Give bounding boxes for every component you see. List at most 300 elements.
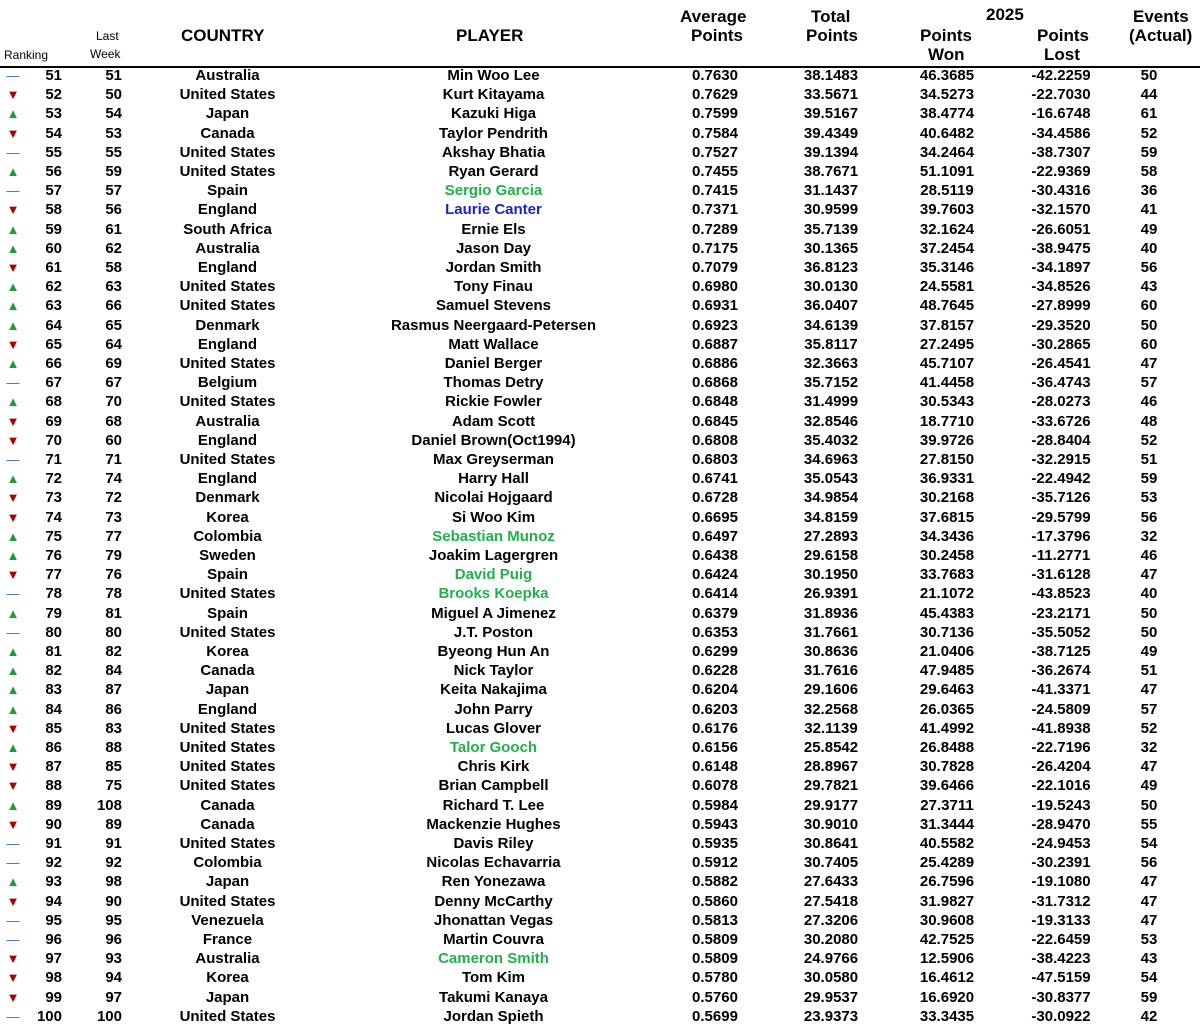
events-cell: 36 <box>1140 182 1158 200</box>
events-cell: 47 <box>1140 566 1158 584</box>
events-cell: 50 <box>1140 67 1158 84</box>
player-cell: Taylor Pendrith <box>439 124 548 142</box>
total-points-cell: 31.8936 <box>803 604 859 622</box>
player-cell: Miguel A Jimenez <box>431 604 556 622</box>
points-lost-cell: -26.6051 <box>1031 220 1091 238</box>
last-week-cell: 50 <box>105 86 122 104</box>
events-cell: 32 <box>1140 527 1158 545</box>
total-points-cell: 26.9391 <box>803 585 859 603</box>
total-points-cell: 36.0407 <box>803 297 859 315</box>
total-points-cell: 30.1365 <box>803 239 859 257</box>
last-week-cell: 57 <box>105 182 122 200</box>
points-lost-cell: -28.9470 <box>1031 815 1091 833</box>
player-cell: Jhonattan Vegas <box>433 911 554 929</box>
events-cell: 50 <box>1140 316 1158 334</box>
last-week-cell: 88 <box>105 739 122 756</box>
table-row <box>0 373 1200 392</box>
points-won-cell: 41.4992 <box>919 719 975 737</box>
down-arrow-icon: ▼ <box>6 202 20 218</box>
total-points-cell: 34.9854 <box>803 489 859 507</box>
events-cell: 44 <box>1140 86 1158 104</box>
total-points-cell: 34.6139 <box>803 316 859 334</box>
country-cell: Venezuela <box>191 911 264 929</box>
events-cell: 55 <box>1140 815 1158 833</box>
rank-cell: 60 <box>45 239 62 257</box>
last-week-cell: 79 <box>105 547 122 564</box>
rank-cell: 71 <box>45 451 62 468</box>
rank-cell: 89 <box>45 796 62 814</box>
average-points-cell: 0.7079 <box>692 259 738 276</box>
last-week-cell: 70 <box>105 393 122 411</box>
average-points-cell: 0.5860 <box>692 892 738 910</box>
rank-cell: 72 <box>45 470 62 488</box>
rank-cell: 65 <box>45 335 62 353</box>
down-arrow-icon: ▼ <box>6 260 20 275</box>
last-week-cell: 90 <box>105 892 122 910</box>
rank-cell: 90 <box>45 815 62 833</box>
events-cell: 57 <box>1140 374 1158 392</box>
no-change-dash-icon: — <box>6 375 20 391</box>
country-cell: United States <box>179 86 276 104</box>
last-week-cell: 77 <box>105 527 122 545</box>
average-points-cell: 0.7455 <box>692 163 738 180</box>
average-points-cell: 0.7415 <box>692 182 738 200</box>
average-points-cell: 0.7371 <box>692 201 738 219</box>
events-cell: 50 <box>1140 796 1158 814</box>
points-won-cell: 25.4289 <box>919 854 975 872</box>
events-cell: 56 <box>1140 508 1158 526</box>
rank-cell: 78 <box>45 585 62 603</box>
player-cell: Kazuki Higa <box>450 105 537 123</box>
last-week-cell: 95 <box>105 911 122 929</box>
no-change-dash-icon: — <box>6 452 20 467</box>
player-cell: Tom Kim <box>461 969 526 987</box>
country-cell: Canada <box>200 815 255 833</box>
up-arrow-icon: ▲ <box>6 106 20 122</box>
table-row <box>0 872 1200 891</box>
player-cell: Matt Wallace <box>448 335 539 353</box>
up-arrow-icon: ▲ <box>6 548 20 563</box>
points-lost-cell: -28.8404 <box>1031 431 1091 449</box>
points-won-cell: 48.7645 <box>919 297 975 315</box>
total-points-cell: 31.4999 <box>803 393 859 411</box>
average-points-cell: 0.6868 <box>692 374 738 392</box>
events-cell: 41 <box>1140 201 1158 219</box>
points-lost-cell: -22.6459 <box>1031 931 1091 948</box>
player-cell: Harry Hall <box>458 470 529 488</box>
player-cell: Thomas Detry <box>443 374 544 392</box>
country-cell: United States <box>179 163 276 180</box>
header-last-week-line1: Last <box>96 29 119 43</box>
events-cell: 57 <box>1140 700 1158 718</box>
table-row <box>0 853 1200 872</box>
points-lost-cell: -27.8999 <box>1031 297 1091 315</box>
last-week-cell: 86 <box>105 700 122 718</box>
country-cell: Canada <box>200 662 255 680</box>
rank-cell: 88 <box>45 777 62 795</box>
average-points-cell: 0.6204 <box>692 681 738 699</box>
points-won-cell: 42.7525 <box>919 931 975 948</box>
events-cell: 52 <box>1140 719 1158 737</box>
player-cell: Davis Riley <box>453 835 534 852</box>
player-cell: David Puig <box>454 566 533 584</box>
points-lost-cell: -26.4204 <box>1031 758 1091 776</box>
points-lost-cell: -43.8523 <box>1031 585 1091 603</box>
up-arrow-icon: ▲ <box>6 663 20 679</box>
header-lost-line2: Lost <box>1044 45 1080 64</box>
total-points-cell: 32.3663 <box>803 355 859 372</box>
total-points-cell: 28.8967 <box>803 758 859 776</box>
table-row <box>0 738 1200 757</box>
table-row <box>0 488 1200 507</box>
country-cell: United States <box>179 393 276 411</box>
up-arrow-icon: ▲ <box>6 740 20 755</box>
points-won-cell: 16.4612 <box>919 969 975 987</box>
points-lost-cell: -34.1897 <box>1031 259 1091 276</box>
player-cell: Nick Taylor <box>453 662 534 680</box>
points-lost-cell: -16.6748 <box>1031 105 1091 123</box>
last-week-cell: 82 <box>105 643 122 660</box>
table-row <box>0 968 1200 987</box>
no-change-dash-icon: — <box>6 1008 20 1024</box>
header-events-line1: Events <box>1133 7 1189 26</box>
down-arrow-icon: ▼ <box>6 759 20 775</box>
points-lost-cell: -38.9475 <box>1031 239 1091 257</box>
average-points-cell: 0.5809 <box>692 950 738 968</box>
table-row <box>0 277 1200 296</box>
table-row <box>0 776 1200 795</box>
no-change-dash-icon: — <box>6 183 20 199</box>
table-row <box>0 335 1200 354</box>
average-points-cell: 0.6695 <box>692 508 738 526</box>
rank-cell: 91 <box>45 835 62 852</box>
points-lost-cell: -38.7125 <box>1031 643 1091 660</box>
player-cell: Laurie Canter <box>445 201 542 219</box>
events-cell: 60 <box>1140 297 1158 315</box>
events-cell: 52 <box>1140 431 1158 449</box>
points-won-cell: 35.3146 <box>919 259 975 276</box>
player-cell: Kurt Kitayama <box>442 86 545 104</box>
rank-cell: 52 <box>45 86 62 104</box>
points-won-cell: 34.2464 <box>919 143 975 161</box>
table-row <box>0 661 1200 680</box>
events-cell: 56 <box>1140 259 1158 276</box>
table-row <box>0 546 1200 565</box>
points-lost-cell: -30.2391 <box>1031 854 1091 872</box>
total-points-cell: 34.8159 <box>803 508 859 526</box>
player-cell: Jordan Spieth <box>443 1007 544 1025</box>
table-row <box>0 143 1200 162</box>
country-cell: Japan <box>205 988 250 1006</box>
rank-cell: 81 <box>45 643 62 660</box>
up-arrow-icon: ▲ <box>6 298 20 314</box>
header-total-line2: Points <box>806 26 858 45</box>
points-lost-cell: -22.4942 <box>1031 470 1091 488</box>
player-cell: Joakim Lagergren <box>428 547 559 564</box>
down-arrow-icon: ▼ <box>6 778 20 794</box>
points-lost-cell: -36.2674 <box>1031 662 1091 680</box>
header-won-line1: Points <box>920 26 972 45</box>
points-lost-cell: -23.2171 <box>1031 604 1091 622</box>
average-points-cell: 0.5699 <box>692 1007 738 1025</box>
player-cell: Chris Kirk <box>457 758 530 776</box>
table-row <box>0 181 1200 200</box>
rank-cell: 94 <box>45 892 62 910</box>
points-won-cell: 18.7710 <box>919 412 975 430</box>
points-lost-cell: -24.9453 <box>1031 835 1091 852</box>
last-week-cell: 96 <box>105 931 122 948</box>
country-cell: England <box>197 335 258 353</box>
table-row <box>0 220 1200 239</box>
player-cell: Max Greyserman <box>433 451 554 468</box>
points-lost-cell: -22.9369 <box>1031 163 1091 180</box>
rank-cell: 79 <box>45 604 62 622</box>
points-won-cell: 39.9726 <box>919 431 975 449</box>
total-points-cell: 31.7616 <box>803 662 859 680</box>
rank-cell: 69 <box>45 412 62 430</box>
points-lost-cell: -47.5159 <box>1031 969 1091 987</box>
rank-cell: 93 <box>45 873 62 891</box>
points-lost-cell: -38.4223 <box>1031 950 1091 968</box>
points-lost-cell: -41.3371 <box>1031 681 1091 699</box>
last-week-cell: 74 <box>105 470 122 488</box>
rank-cell: 100 <box>36 1007 62 1025</box>
last-week-cell: 65 <box>105 316 122 334</box>
points-won-cell: 39.7603 <box>919 201 975 219</box>
up-arrow-icon: ▲ <box>6 471 20 487</box>
events-cell: 54 <box>1140 835 1158 852</box>
events-cell: 42 <box>1140 1007 1158 1025</box>
average-points-cell: 0.6414 <box>692 585 738 603</box>
country-cell: England <box>197 700 258 718</box>
last-week-cell: 76 <box>105 566 122 584</box>
player-cell: John Parry <box>454 700 533 718</box>
points-won-cell: 27.3711 <box>920 796 974 814</box>
last-week-cell: 56 <box>105 201 122 219</box>
points-won-cell: 26.0365 <box>919 700 975 718</box>
last-week-cell: 80 <box>105 623 122 641</box>
down-arrow-icon: ▼ <box>6 432 20 448</box>
country-cell: United States <box>179 777 276 795</box>
total-points-cell: 30.0130 <box>803 278 859 296</box>
points-lost-cell: -38.7307 <box>1031 143 1091 161</box>
points-lost-cell: -29.3520 <box>1031 316 1091 334</box>
rank-cell: 98 <box>45 969 62 987</box>
events-cell: 49 <box>1140 777 1158 795</box>
average-points-cell: 0.7527 <box>692 143 738 161</box>
total-points-cell: 38.1483 <box>803 67 859 84</box>
points-lost-cell: -31.6128 <box>1031 566 1091 584</box>
last-week-cell: 84 <box>105 662 122 680</box>
country-cell: United States <box>179 835 276 852</box>
events-cell: 32 <box>1140 739 1158 756</box>
up-arrow-icon: ▲ <box>6 394 20 410</box>
table-row <box>0 930 1200 949</box>
average-points-cell: 0.5760 <box>692 988 738 1006</box>
last-week-cell: 108 <box>96 796 122 814</box>
points-won-cell: 39.6466 <box>919 777 975 795</box>
table-row <box>0 392 1200 411</box>
average-points-cell: 0.5780 <box>692 969 738 987</box>
events-cell: 48 <box>1140 412 1158 430</box>
total-points-cell: 35.7139 <box>803 220 859 238</box>
rank-cell: 75 <box>45 527 62 545</box>
events-cell: 46 <box>1140 393 1158 411</box>
points-won-cell: 41.4458 <box>919 374 975 392</box>
last-week-cell: 72 <box>105 489 122 507</box>
total-points-cell: 29.6158 <box>803 547 859 564</box>
no-change-dash-icon: — <box>6 912 20 928</box>
last-week-cell: 91 <box>105 835 122 852</box>
average-points-cell: 0.6148 <box>692 758 738 776</box>
country-cell: South Africa <box>183 220 272 238</box>
down-arrow-icon: ▼ <box>6 893 20 909</box>
average-points-cell: 0.6497 <box>692 527 738 545</box>
country-cell: United States <box>179 451 276 468</box>
last-week-cell: 64 <box>105 335 122 353</box>
points-lost-cell: -30.4316 <box>1031 182 1091 200</box>
up-arrow-icon: ▲ <box>6 605 20 621</box>
last-week-cell: 69 <box>105 355 122 372</box>
country-cell: United States <box>179 623 276 641</box>
points-won-cell: 30.7136 <box>919 623 975 641</box>
country-cell: United States <box>179 143 276 161</box>
no-change-dash-icon: — <box>6 932 20 947</box>
events-cell: 43 <box>1140 278 1158 296</box>
last-week-cell: 75 <box>105 777 122 795</box>
last-week-cell: 71 <box>105 451 122 468</box>
events-cell: 60 <box>1140 335 1158 353</box>
average-points-cell: 0.7630 <box>692 67 738 84</box>
last-week-cell: 97 <box>105 988 122 1006</box>
player-cell: Daniel Brown(Oct1994) <box>411 431 576 449</box>
last-week-cell: 59 <box>105 163 122 180</box>
no-change-dash-icon: — <box>6 836 20 851</box>
total-points-cell: 31.7661 <box>803 623 859 641</box>
total-points-cell: 32.2568 <box>803 700 859 718</box>
rank-cell: 77 <box>45 566 62 584</box>
average-points-cell: 0.6379 <box>692 604 738 622</box>
rank-cell: 86 <box>45 739 62 756</box>
rank-cell: 61 <box>45 259 62 276</box>
player-cell: Cameron Smith <box>438 950 549 968</box>
points-won-cell: 29.6463 <box>919 681 975 699</box>
rank-cell: 68 <box>45 393 62 411</box>
events-cell: 53 <box>1140 489 1158 507</box>
last-week-cell: 89 <box>105 815 122 833</box>
rank-cell: 58 <box>45 201 62 219</box>
total-points-cell: 30.2080 <box>803 931 859 948</box>
events-cell: 58 <box>1140 163 1158 180</box>
points-lost-cell: -22.1016 <box>1031 777 1091 795</box>
average-points-cell: 0.6728 <box>692 489 738 507</box>
table-row <box>0 565 1200 584</box>
rank-cell: 85 <box>45 719 62 737</box>
points-won-cell: 46.3685 <box>919 67 975 84</box>
average-points-cell: 0.6848 <box>692 393 738 411</box>
points-lost-cell: -35.5052 <box>1031 623 1091 641</box>
table-row <box>0 162 1200 181</box>
rank-cell: 80 <box>45 623 62 641</box>
player-cell: Talor Gooch <box>449 739 538 756</box>
points-lost-cell: -29.5799 <box>1031 508 1091 526</box>
points-won-cell: 37.2454 <box>919 239 975 257</box>
table-row <box>0 604 1200 623</box>
average-points-cell: 0.5912 <box>692 854 738 872</box>
events-cell: 59 <box>1140 988 1158 1006</box>
total-points-cell: 27.2893 <box>803 527 859 545</box>
no-change-dash-icon: — <box>6 586 20 602</box>
table-row <box>0 584 1200 603</box>
average-points-cell: 0.6931 <box>692 297 738 315</box>
total-points-cell: 27.3206 <box>803 911 859 929</box>
events-cell: 43 <box>1140 950 1158 968</box>
points-won-cell: 47.9485 <box>919 662 975 680</box>
total-points-cell: 29.9537 <box>803 988 859 1006</box>
average-points-cell: 0.7629 <box>692 86 738 104</box>
table-row <box>0 719 1200 738</box>
table-row <box>0 431 1200 450</box>
rank-cell: 95 <box>45 911 62 929</box>
up-arrow-icon: ▲ <box>6 874 20 890</box>
country-cell: Japan <box>205 681 250 699</box>
points-won-cell: 21.0406 <box>919 643 975 660</box>
table-row <box>0 680 1200 699</box>
country-cell: Belgium <box>197 374 258 392</box>
events-cell: 53 <box>1140 931 1158 948</box>
country-cell: United States <box>179 739 276 756</box>
country-cell: Sweden <box>199 547 256 564</box>
up-arrow-icon: ▲ <box>6 356 20 371</box>
points-won-cell: 45.7107 <box>919 355 975 372</box>
events-cell: 51 <box>1140 451 1158 468</box>
points-won-cell: 32.1624 <box>919 220 975 238</box>
table-row <box>0 85 1200 104</box>
average-points-cell: 0.7584 <box>692 124 738 142</box>
country-cell: Denmark <box>195 489 260 507</box>
country-cell: England <box>197 259 258 276</box>
points-won-cell: 37.8157 <box>919 316 975 334</box>
events-cell: 47 <box>1140 355 1158 372</box>
total-points-cell: 30.9599 <box>803 201 859 219</box>
last-week-cell: 93 <box>105 950 122 968</box>
total-points-cell: 35.8117 <box>804 335 858 353</box>
country-cell: Spain <box>207 182 248 200</box>
up-arrow-icon: ▲ <box>6 701 20 717</box>
up-arrow-icon: ▲ <box>6 317 20 333</box>
table-row <box>0 66 1200 85</box>
country-cell: Korea <box>206 508 249 526</box>
country-cell: Australia <box>195 67 260 84</box>
table-row <box>0 1007 1200 1026</box>
average-points-cell: 0.5935 <box>692 835 738 852</box>
points-lost-cell: -34.8526 <box>1031 278 1091 296</box>
down-arrow-icon: ▼ <box>6 509 20 525</box>
points-lost-cell: -17.3796 <box>1031 527 1091 545</box>
down-arrow-icon: ▼ <box>6 951 20 967</box>
player-cell: Akshay Bhatia <box>441 143 546 161</box>
average-points-cell: 0.6887 <box>692 335 738 353</box>
player-cell: Rasmus Neergaard-Petersen <box>390 316 597 334</box>
average-points-cell: 0.6353 <box>692 623 738 641</box>
table-row <box>0 316 1200 335</box>
total-points-cell: 30.8636 <box>803 643 859 660</box>
average-points-cell: 0.6228 <box>692 662 738 680</box>
average-points-cell: 0.7289 <box>692 220 738 238</box>
total-points-cell: 30.8641 <box>803 835 859 852</box>
points-won-cell: 31.9827 <box>919 892 975 910</box>
table-row <box>0 104 1200 123</box>
